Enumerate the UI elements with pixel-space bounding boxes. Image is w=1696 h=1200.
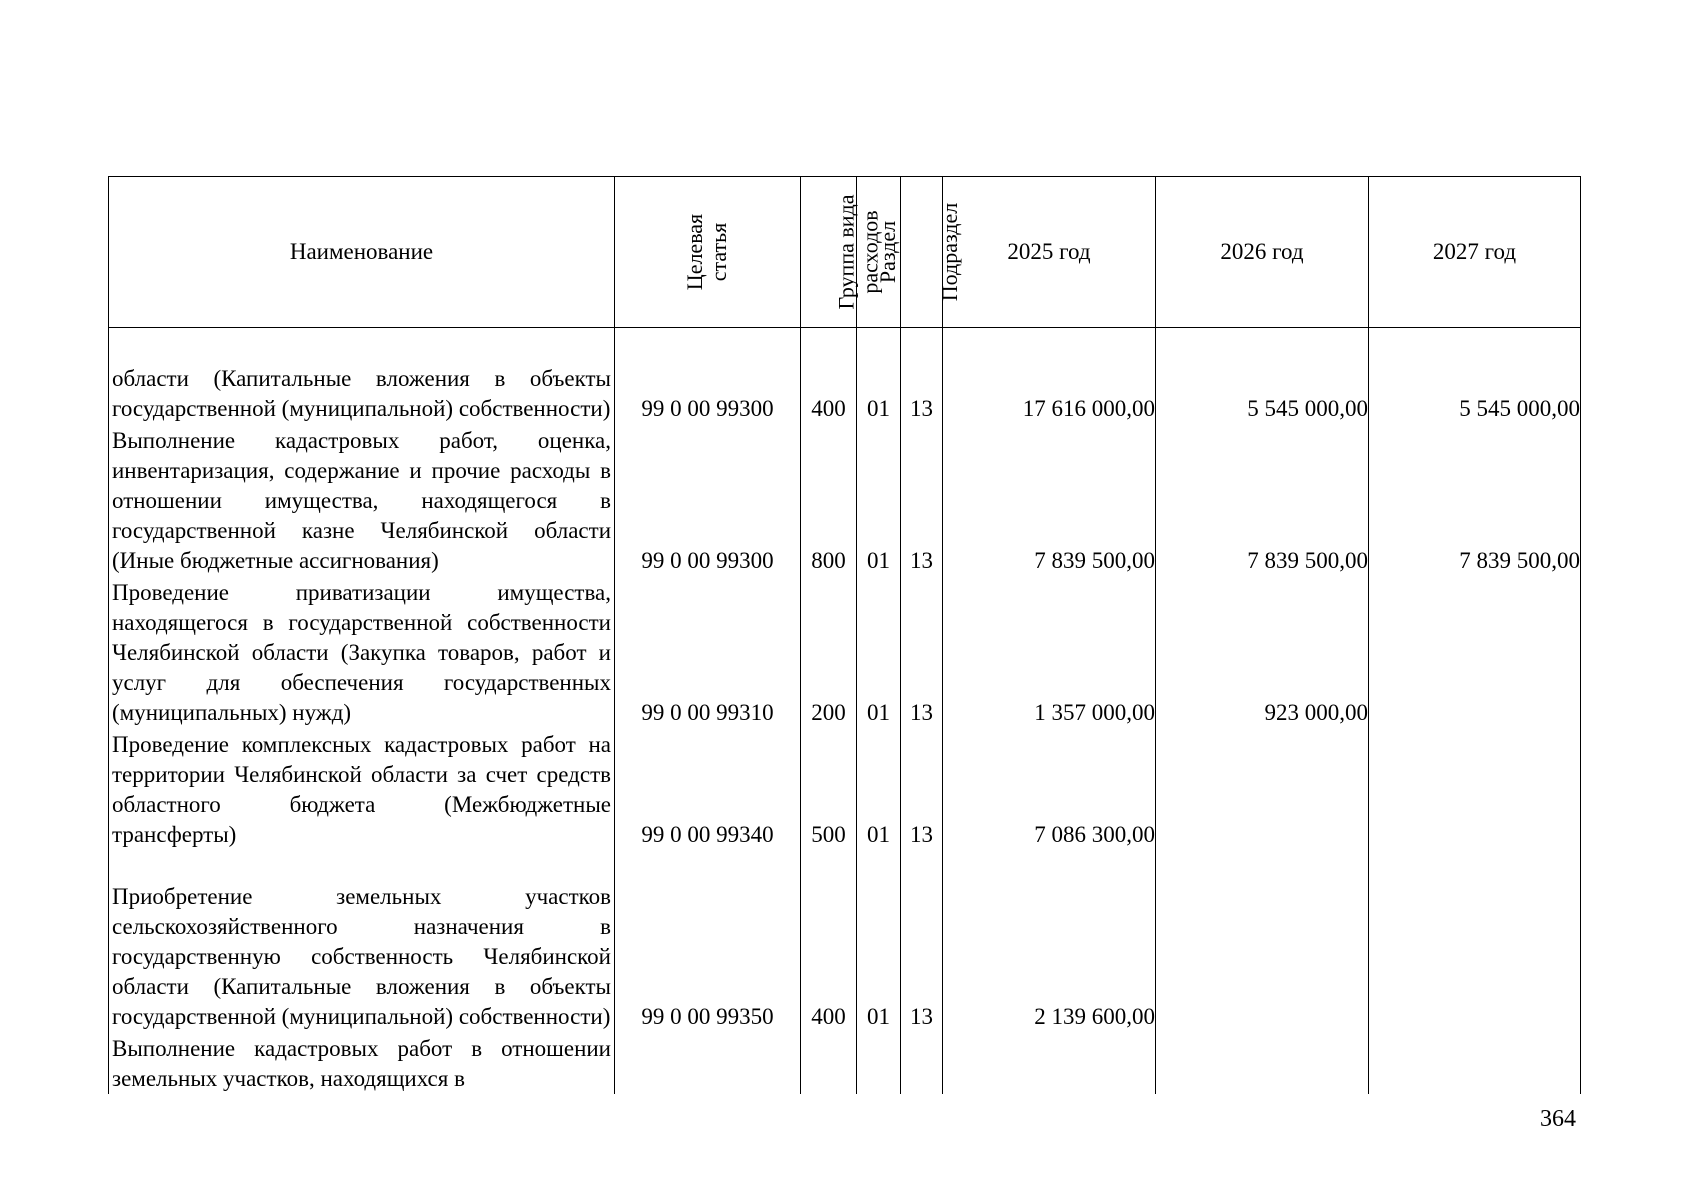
row-name: Проведение приватизации имущества, находящегося в государственной собственности Челябинской области (Закупка товаров, работ и услуг для обеспечения государственных (муниципальных) нужд): [109, 576, 615, 728]
table-row: [109, 328, 1581, 424]
row-subsection: 13: [901, 850, 943, 1032]
row-amount-2025: 1 357 000,00: [943, 576, 1156, 728]
header-expense-group: [801, 177, 883, 328]
row-expense-group: 800: [801, 424, 857, 576]
row-section: 01: [857, 576, 901, 728]
header-section-label: Раздел: [875, 220, 901, 284]
row-amount-2027: [1369, 850, 1581, 1032]
row-section: 01: [857, 728, 901, 850]
table-row: [109, 850, 1581, 1032]
row-section: 01: [857, 328, 901, 424]
header-name: [109, 177, 615, 328]
row-amount-2027: 7 839 500,00: [1369, 424, 1581, 576]
table-row: [109, 424, 1581, 576]
row-expense-group: [801, 1032, 857, 1094]
header-name-label: Наименование: [289, 239, 434, 264]
row-amount-2026: 5 545 000,00: [1156, 328, 1369, 424]
row-amount-2025: 7 086 300,00: [943, 728, 1156, 850]
row-expense-group: 400: [801, 850, 857, 1032]
row-section: [857, 1032, 901, 1094]
row-target-article: 99 0 00 99350: [615, 850, 801, 1032]
row-amount-2025: 2 139 600,00: [943, 850, 1156, 1032]
row-amount-2026: [1156, 728, 1369, 850]
row-amount-2026: [1156, 1032, 1369, 1094]
header-year-2025: [943, 177, 1156, 328]
row-amount-2026: 7 839 500,00: [1156, 424, 1369, 576]
header-year-2025-label: 2025 год: [1007, 239, 1091, 264]
table-row: [109, 576, 1581, 728]
header-group-line1: Группа вида: [833, 194, 859, 309]
row-target-article: 99 0 00 99300: [615, 424, 801, 576]
row-target-article: [615, 1032, 801, 1094]
header-subsection-label: Подраздел: [937, 202, 963, 302]
row-target-article: 99 0 00 99300: [615, 328, 801, 424]
row-amount-2026: 923 000,00: [1156, 576, 1369, 728]
row-name: Проведение комплексных кадастровых работ на территории Челябинской области за счет средств областного бюджета (Межбюджетные трансферты): [109, 728, 615, 850]
row-subsection: [901, 1032, 943, 1094]
row-expense-group: 200: [801, 576, 857, 728]
row-expense-group: 500: [801, 728, 857, 850]
row-amount-2025: 7 839 500,00: [943, 424, 1156, 576]
row-amount-2026: [1156, 850, 1369, 1032]
table-row: [109, 1032, 1581, 1094]
row-name: Выполнение кадастровых работ в отношении земельных участков, находящихся в: [109, 1032, 615, 1094]
table-row: [109, 728, 1581, 850]
row-expense-group: 400: [801, 328, 857, 424]
row-amount-2027: [1369, 1032, 1581, 1094]
row-name: Выполнение кадастровых работ, оценка, инвентаризация, содержание и прочие расходы в отношении имущества, находящегося в государственной казне Челябинской области (Иные бюджетные ассигнования): [109, 424, 615, 576]
header-target-line2: статья: [706, 222, 732, 281]
row-subsection: 13: [901, 328, 943, 424]
header-row: [109, 177, 1581, 328]
header-target-article-label: [683, 213, 731, 289]
header-year-2027: [1369, 177, 1581, 328]
header-year-2026: [1156, 177, 1369, 328]
row-amount-2027: 5 545 000,00: [1369, 328, 1581, 424]
row-target-article: 99 0 00 99310: [615, 576, 801, 728]
row-amount-2025: 17 616 000,00: [943, 328, 1156, 424]
row-subsection: 13: [901, 576, 943, 728]
header-year-2027-label: 2027 год: [1432, 239, 1517, 264]
row-subsection: 13: [901, 424, 943, 576]
row-amount-2025: [943, 1032, 1156, 1094]
page-number: 364: [1540, 1106, 1576, 1132]
row-subsection: 13: [901, 728, 943, 850]
header-year-2026-label: 2026 год: [1220, 239, 1304, 264]
row-name: Приобретение земельных участков сельскохозяйственного назначения в государственную собственность Челябинской области (Капитальные вложения в объекты государственной (муниципальной) собственности): [109, 850, 615, 1032]
row-amount-2027: [1369, 576, 1581, 728]
header-subsection: [901, 177, 963, 328]
row-target-article: 99 0 00 99340: [615, 728, 801, 850]
header-group-line2: расходов: [857, 209, 883, 294]
row-section: 01: [857, 850, 901, 1032]
header-target-article: [615, 177, 801, 328]
row-section: 01: [857, 424, 901, 576]
row-amount-2027: [1369, 728, 1581, 850]
row-name: области (Капитальные вложения в объекты государственной (муниципальной) собственности): [109, 328, 615, 424]
header-target-line1: Целевая: [682, 213, 708, 290]
budget-table: [108, 176, 1581, 1094]
